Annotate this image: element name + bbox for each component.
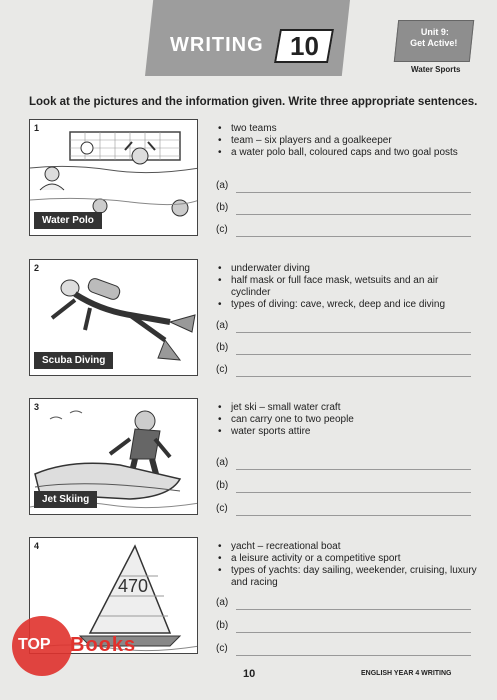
instructions: Look at the pictures and the information given. Write three appropriate sentences.: [29, 96, 478, 108]
picture-label: Scuba Diving: [34, 352, 113, 369]
info-item: • can carry one to two people: [216, 414, 478, 426]
info-item: • team – six players and a goalkeeper: [216, 135, 478, 147]
answer-label: (c): [216, 364, 228, 375]
info-list: [216, 541, 478, 589]
exercise-number: 1: [34, 123, 40, 133]
answer-label: (c): [216, 224, 228, 235]
answer-line-b[interactable]: [216, 620, 471, 634]
info-item: • water sports attire: [216, 426, 478, 438]
answer-label: (a): [216, 180, 229, 191]
exercise-3-picture: [29, 398, 198, 515]
answer-label: (a): [216, 457, 229, 468]
answer-line-a[interactable]: [216, 457, 471, 471]
answer-line-c[interactable]: [216, 224, 471, 238]
info-item: • two teams: [216, 123, 478, 135]
watermark-badge: [12, 616, 72, 676]
answer-label: (b): [216, 202, 229, 213]
writing-line[interactable]: [236, 632, 471, 633]
info-item: • half mask or full face mask, wetsuits and an air cyclinder: [216, 275, 478, 299]
writing-line[interactable]: [236, 332, 471, 333]
info-item: • yacht – recreational boat: [216, 541, 478, 553]
info-list: [216, 123, 478, 159]
answer-label: (b): [216, 480, 229, 491]
answer-label: (b): [216, 342, 229, 353]
answer-line-c[interactable]: [216, 503, 471, 517]
exercise-number: 2: [34, 263, 40, 273]
unit-badge: [394, 20, 474, 62]
watermark-badge-text: TOP: [18, 636, 51, 653]
answer-line-b[interactable]: [216, 342, 471, 356]
picture-label: Jet Skiing: [34, 491, 97, 508]
writing-line[interactable]: [236, 609, 471, 610]
info-item: • a leisure activity or a competitive sport: [216, 553, 478, 565]
answer-line-b[interactable]: [216, 202, 471, 216]
writing-line[interactable]: [236, 469, 471, 470]
writing-line[interactable]: [236, 354, 471, 355]
info-item: • underwater diving: [216, 263, 478, 275]
answer-label: (a): [216, 320, 229, 331]
exercise-number: 4: [34, 541, 40, 551]
answer-label: (c): [216, 503, 228, 514]
answer-line-c[interactable]: [216, 364, 471, 378]
writing-line[interactable]: [236, 214, 471, 215]
info-item: • types of yachts: day sailing, weekender, cruising, luxury and racing: [216, 565, 478, 589]
answer-line-c[interactable]: [216, 643, 471, 657]
writing-line[interactable]: [236, 515, 471, 516]
unit-name: Get Active!: [410, 38, 458, 48]
answer-line-b[interactable]: [216, 480, 471, 494]
sail-number: 470: [118, 576, 149, 596]
answer-label: (b): [216, 620, 229, 631]
info-item: • jet ski – small water craft: [216, 402, 478, 414]
answer-label: (a): [216, 597, 229, 608]
info-item: • a water polo ball, coloured caps and two goal posts: [216, 147, 478, 159]
exercise-1-picture: [29, 119, 198, 236]
exercise-number-box: [274, 29, 334, 63]
answer-line-a[interactable]: [216, 320, 471, 334]
exercise-2-picture: [29, 259, 198, 376]
writing-line[interactable]: [236, 655, 471, 656]
writing-line[interactable]: [236, 376, 471, 377]
unit-subtitle: Water Sports: [411, 65, 461, 74]
book-title: ENGLISH YEAR 4 WRITING: [361, 670, 452, 677]
watermark-text: Books: [70, 634, 137, 656]
answer-line-a[interactable]: [216, 180, 471, 194]
info-item: • types of diving: cave, wreck, deep and ice diving: [216, 299, 478, 311]
unit-number: Unit 9:: [420, 27, 449, 37]
answer-line-a[interactable]: [216, 597, 471, 611]
page-number: 10: [243, 668, 256, 680]
writing-line[interactable]: [236, 192, 471, 193]
writing-line[interactable]: [236, 492, 471, 493]
writing-line[interactable]: [236, 236, 471, 237]
answer-label: (c): [216, 643, 228, 654]
info-list: [216, 263, 478, 311]
exercise-number: 10: [289, 31, 319, 61]
exercise-number: 3: [34, 402, 40, 412]
info-list: [216, 402, 478, 438]
page-title: WRITING: [170, 34, 264, 56]
picture-label: Water Polo: [34, 212, 102, 229]
